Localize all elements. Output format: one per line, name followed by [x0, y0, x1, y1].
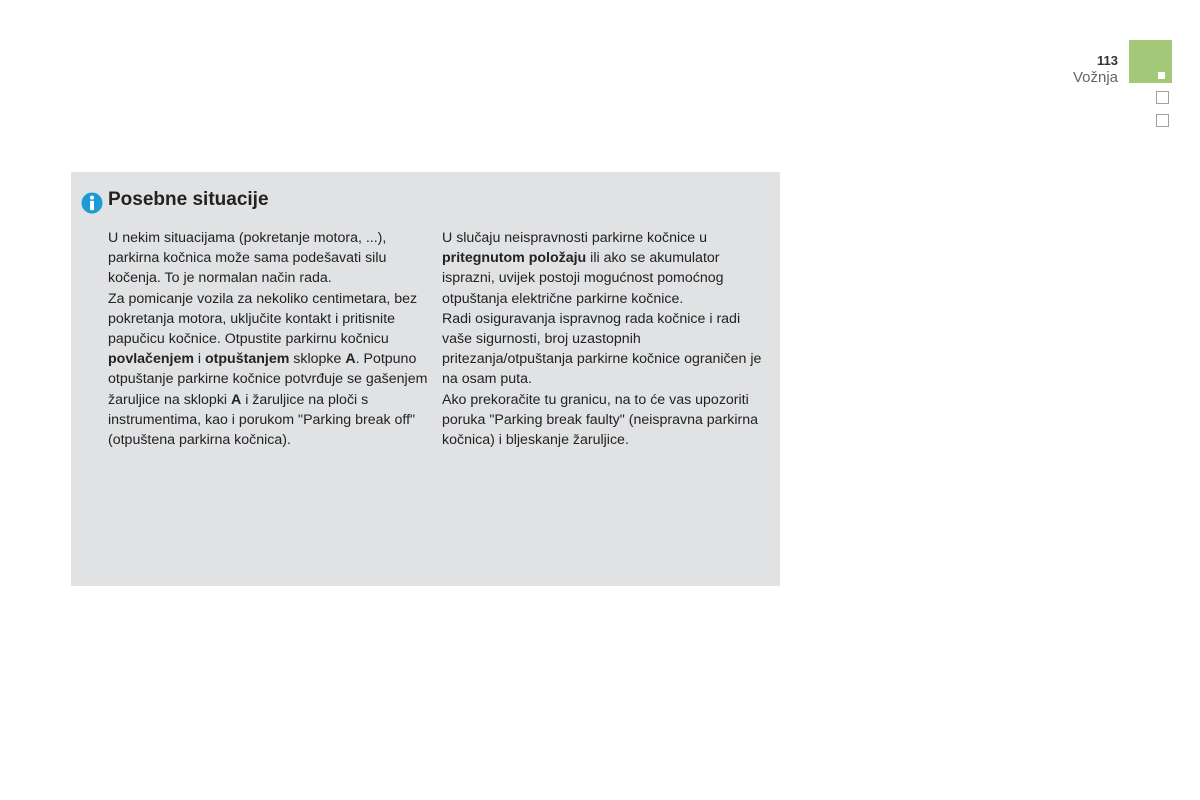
- chapter-tab-active: [1129, 40, 1172, 83]
- panel-title: Posebne situacije: [108, 189, 269, 210]
- right-paragraph-2: Radi osiguravanja ispravnog rada kočnice i radi vaše sigurnosti, broj uzastopnih pritezanja/otpuštanja parkirne kočnice ograničen je na osam puta.: [442, 310, 762, 388]
- chapter-tab-marker: [1158, 72, 1165, 79]
- right-paragraph-3: Ako prekoračite tu granicu, na to će vas upozoriti poruka "Parking break faulty" (neispravna parkirna kočnica) i bljeskanje žaruljice.: [442, 391, 759, 449]
- chapter-tab-box: [1156, 91, 1169, 104]
- left-paragraph-2: Za pomicanje vozila za nekoliko centimetara, bez pokretanja motora, uključite kontakt i pritisnite papučicu kočnice. Otpustite parkirnu kočnicu povlačenjem i otpuštanjem sklopke A. Potpuno otpuštanje parkirne kočnice potvrđuje se gašenjem žaruljice na sklopki A i žaruljice na ploči s instrumentima, kao i porukom "Parking break off" (otpuštena parkirna kočnica).: [108, 290, 428, 449]
- chapter-tab-box: [1156, 114, 1169, 127]
- right-column: [442, 228, 762, 450]
- page-number: 113: [1097, 53, 1118, 68]
- section-title: Vožnja: [1072, 69, 1118, 86]
- left-column: [108, 228, 428, 450]
- left-paragraph-1: U nekim situacijama (pokretanje motora, ...), parkirna kočnica može sama podešavati silu kočenja. To je normalan način rada.: [108, 230, 387, 287]
- info-panel: [71, 172, 780, 586]
- right-paragraph-1: U slučaju neispravnosti parkirne kočnice u pritegnutom položaju ili ako se akumulator isprazni, uvijek postoji mogućnost pomoćnog otpuštanja električne parkirne kočnice.: [442, 230, 724, 307]
- info-icon: [81, 192, 103, 214]
